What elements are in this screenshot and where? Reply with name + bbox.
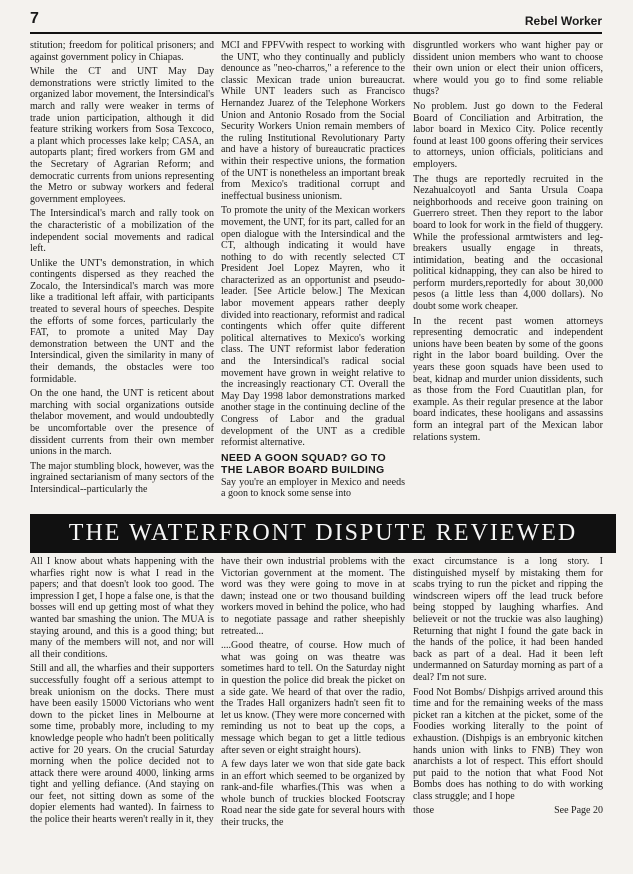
top-column-1 [30,40,214,510]
bottom-column-2 [221,556,405,864]
last-word: those [413,805,435,817]
continued-link[interactable]: See Page 20 [554,805,603,817]
page-header [30,10,602,34]
article-title: THE WATERFRONT DISPUTE REVIEWED [68,520,578,546]
bottom-column-3 [413,556,603,864]
paragraph: To promote the unity of the Mexican workers movement, the UNT, for its part, called for an open dialogue with the Intersindical and the CT, although indicating it would have nothing to do with recently selected CT President Joel Lopez Mayren, who it characterized as an opportunist and pseudo-leader. [See Article below.] The Mexican labor movement appears rather deeply divided into reactionary, reformist and radical contingents which offer quite different political alternatives to Mexico's working class. The UNT reformist labor federation and the Intersindical's radical social movement have grown in weight relative to the increasingly reactionary CT. Overall the May Day 1998 labor demonstrations marked another stage in the continuing decline of the Congress of Labor and the gradual development of the UNT as a credible reformist alternative. [221,205,405,449]
top-column-2 [221,40,405,510]
paragraph: Food Not Bombs/ Dishpigs arrived around this time and for the remaining weeks of the mass picket ran a kitchen at the picket, some of the Foodies working literally to the point of exhaustion. (Dishpigs is an embryonic kitchen hands union with links to FNB) They won anarchists a lot of respect. This effort should put paid to the notion that what Food Not Bombs does has nothing to do with working class struggle; and I hope [413,686,603,802]
paragraph: The Intersindical's march and rally took on the characteristic of a mobilization of the independent social movements and radical left. [30,208,214,255]
paragraph: MCI and FPFVwith respect to working with the UNT, who they continually and publicly denounce as "neo-charros," a reference to the classic Mexican trade union bureaucrat. While UNT leaders such as Francisco Hernandez Juarez of the Telephone Workers Union and Antonio Rosado from the Social Security Workers Union remain members of the ruling Institutional Revolutionary Party and have a history of bureaucratic practices within their respective unions, the formation of the UNT is nonetheless an important break from Mexico's traditional corrupt and ineffectual business unionism. [221,40,405,202]
article-banner [30,514,616,553]
paragraph: Still and all, the wharfies and their supporters successfully fought off a serious attempt to break unionism on the docks. There must have been easily 15000 Victorians who went down to the picket lines in Melbourne at some time, probably more, including to my knowledge people who hadn't been politically active for 20 years. On the crucial Saturday morning when the police decided not to attack there were around 4000, linking arms tight and yelling defiance. (And staying on our feet, not sitting down as some of the dopier elements had wanted). In fairness to the police their hearts weren't really in it, they [30,663,214,826]
paragraph: While the CT and UNT May Day demonstrations were strictly limited to the organized labor movement, the Intersindical's march and rally were weaker in terms of trade union participation, although it did feature striking workers from Sosa Texcoco, a plant which processes lake kelp; CASA, an autoparts plant; fired workers from GM and the Secretary of Agrarian Reform; and democratic currents from unions representing the Metro or subway workers and federal government employees. [30,66,214,205]
paragraph: ....Good theatre, of course. How much of what was going on was theatre was sometimes hard to tell. On the Saturday night in question the police did break the picket on a side gate. We heard of that over the radio, the Trades Hall organizers hadn't seen fit to let us know. (They were more concerned with reminding us not to beat up the cops, a message which began to get a little tedious after seven or eight straight hours). [221,640,405,756]
article-subheading: NEED A GOON SQUAD? GO TO THE LABOR BOARD BUILDING [221,451,386,476]
paragraph: No problem. Just go down to the Federal Board of Conciliation and Arbitration, the labor board in Mexico City. Police recently found at least 100 goons offering their services to attorneys, union officials, politicians and employers. [413,100,603,170]
paragraph: Say you're an employer in Mexico and needs a goon to knock some sense into [221,476,405,500]
bottom-column-1 [30,556,214,864]
paragraph: stitution; freedom for political prisoners; and against government policy in Chiapas. [30,40,214,63]
paragraph: In the recent past women attorneys representing democratic and independent unions have been beaten by some of the goons right in the labor board building. Over the years these goon squads have been used to beat, kidnap and murder union dissidents, such as those from the Ford Cuautitlan plan, for example. As their regular presence at the labor board indicates, these hooligans and assassins form an integral part of the Mexican labor relations system. [413,315,603,443]
paragraph: On the one hand, the UNT is reticent about marching with social organizations outside thelabor movement, and would undoubtedly be uncomfortable over the presence of dissident currents from their own member unions in the march. [30,388,214,458]
paragraph: All I know about whats happening with the wharfies right now is what I read in the papers; and that doesn't look too good. The impression I get, I hope a false one, is that the bosses will end up getting most of what they wanted bar smashing the union. The MUA is staying around, and this is a good thing; but many of the members will not, and nor will all their conditions. [30,556,214,660]
paragraph: The thugs are reportedly recruited in the Nezahualcoyotl and Santa Ursula Coapa neighborhoods and receive goon training on Guerrero street. Then they report to the labor board to look for work in the field of thuggery. While the professional armtwisters and leg-breakers usually engage in threats, intimidation, beating and the occasional political kidnapping, they can also be hired to perform murders,reportedly for about 30,000 pesos (a little less than 4,000 dollars). No doubt some work cheaper. [413,173,603,313]
paragraph: disgruntled workers who want higher pay or dissident union members who want to choose their own union or elect their union officers, where would you go to find some reliable thugs? [413,40,603,98]
paragraph: exact circumstance is a long story. I distinguished myself by mistaking them for scabs trying to run the picket and ripping the windscreen wipers off the lead truck before being stopped by laughing wharfies. And believeit or not the truckie was also laughing) Returning that night I found the gate back in the hands of the police, it had been handed back as part of a deal. Had it been left undermanned on Saturday morning as part of a deal? I'm not sure. [413,556,603,683]
paragraph: Unlike the UNT's demonstration, in which contingents dispersed as they reached the Zocalo, the Intersindical's march was more like a traditional left affair, with participants treated to several hours of speeches. Despite the efforts of some forces, particularly the FAT, to promote a united May Day demonstration between the UNT and the Intersindical, given the similarity in many of their demands, the obstacles were too formidable. [30,257,214,385]
page-number: 7 [30,10,39,27]
top-column-3 [413,40,603,510]
paragraph: have their own industrial problems with the Victorian government at the moment. The word was they were going to move in at dawn; instead one or two thousand building workers moved in behind the police, who had to negotiate passage and rather sheepishly retreated... [221,556,405,637]
paragraph: A few days later we won that side gate back in an effort which seemed to be organized by rank-and-file wharfies.(This was when a whole bunch of truckies blocked Footscray Road near the side gate for several hours with their trucks, the [221,759,405,829]
last-line [413,805,603,817]
paragraph: The major stumbling block, however, was the ingrained sectarianism of many sectors of the Intersindical--particularly the [30,460,214,495]
publication-name: Rebel Worker [524,14,602,28]
